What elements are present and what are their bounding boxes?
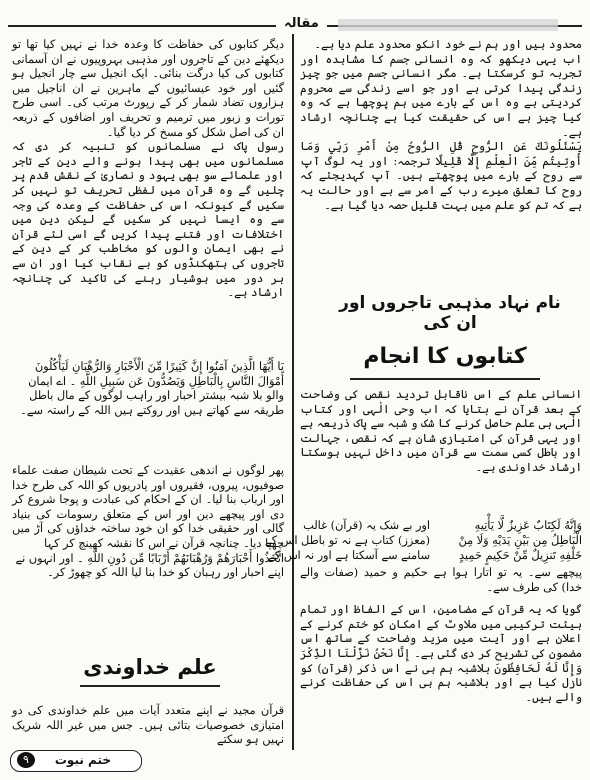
- left-column-top: [12, 38, 284, 356]
- verse-urdu: [264, 518, 430, 563]
- left-verse-2: اتَّخَذُوا أَحْبَارَهُمْ وَرُهْبَانَهُمْ أَرْبَابًا مِّن دُونِ اللَّهِ ۔ اور انہوں نے اپنے احبار اور رہبان کو خدا بنا لیا اللہ کو چھوڑ کر۔: [15, 551, 284, 580]
- verse-urdu-line: (معزز) کتاب ہے نہ تو باطل اس کے: [264, 534, 430, 547]
- right-intro-block: [300, 388, 582, 514]
- magazine-name: ختم نبوت: [54, 753, 111, 767]
- right-paragraph-1: محدود ہیں اور ہم نے خود انکو محدود علم دیا ہے۔: [314, 38, 582, 51]
- footer-badge: [10, 750, 142, 772]
- verse-arabic-line: خَلْفِهِ تَنزِيلٌ مِّنْ حَكِيمٍ حَمِيدٍ: [459, 549, 582, 562]
- verse-arabic-line: الْبَاطِلُ مِن بَيْنِ يَدَيْهِ وَلَا مِنْ: [458, 534, 582, 547]
- left-verse-block: [12, 360, 284, 460]
- verse-urdu-line: سامنے سے آسکتا ہے اور نہ اس کے: [268, 549, 430, 562]
- left-after-verse: پھر لوگوں نے اندھی عقیدت کے تحت شیطان صفت علماء صوفیوں، پیروں، فقیروں اور پادریوں کو اللہ کی طرح خدا اور ارباب بنا لیا۔ ان کے احکام کی عبادت و پوجا شروع کر دی اور پیچھے دین اور اس کے متعلق رسومات کی بنیاد گالی اور حقیقی خدا کو ان خود ساختہ خداؤں کی آڑ میں چھپا دیا۔ چنانچہ قرآن نے اس کا نقشہ کھینچ کر کہا: [12, 464, 284, 550]
- verse-urdu-line: اور بے شک یہ (قرآن) غالب: [303, 519, 430, 532]
- article-heading-subtitle: نام نہاد مذہبی تاجروں اور ان کی: [339, 293, 561, 333]
- section-title: مقالہ: [276, 16, 327, 31]
- left-column-middle: [12, 464, 284, 648]
- column-divider: [292, 34, 294, 750]
- verse-tail: پیچھے سے۔ یہ تو اتارا ہوا ہے حکیم و حمید (صفات والے خدا) کی طرف سے۔: [300, 566, 582, 594]
- right-intro: انسانی علم کے اس ناقابل تردید نقص کی وضاحت کے بعد قرآن نے بتایا کہ اب وحی الٰہی اور کتاب الٰہی ہی علم حاصل کرنے کا شک و شبہ سے پاک ذریعہ ہے اور یہی قرآن کی امتیازی شان ہے کہ نقص، جہالت اور باطل کسی سمت سے قرآن میں داخل نہیں ہوسکتا ارشاد خداوندی ہے۔: [300, 388, 582, 474]
- left-column-bottom: [12, 704, 284, 748]
- page-number: ۹: [17, 752, 35, 768]
- left-closing: قرآن مجید نے اپنے متعدد آیات میں علم خداوندی کی دو امتیازی خصوصیات بتائی ہیں۔ جس میں غیر اللہ شریک نہیں ہو سکتے: [12, 704, 284, 747]
- page-footer: [10, 750, 150, 772]
- left-paragraph-2: رسول پاک نے مسلمانوں کو تنبیہ کر دی کہ مسلمانوں میں بھی پیدا ہونے والے دین کے تاجر اور علمائے سو بھی یہود و نصاریٰ کے نقش قدم پر چلیں گے وہ قرآن میں لفظی تحریف تو نہیں کر سکیں گے کیونکہ اس کی حفاظت کے وعدہ کی وجہ سے وہ ایسا نہیں کر سکیں گے لیکن دین میں اختلافات اور فتنے پیدا کریں گے اسی لئے قرآن نے بھی ایمان والوں کو مخاطب کر کے دین کے تاجروں کی ہتھکنڈوں کو بے نقاب کیا اور ان سے ہر دور میں ہوشیار رہنے کی تاکید کی چنانچہ ارشاد ہے۔: [12, 140, 284, 300]
- page-header: [8, 16, 582, 34]
- right-column-bottom: [300, 566, 582, 750]
- section-heading-ilm: علم خداوندی: [80, 655, 220, 687]
- right-closing: گویا کہ یہ قرآن کے مضامین، اس کے الفاظ اور تمام ہیئت ترکیبی میں ملاوٹ کے امکان کو ختم کرنے کے اعلان ہے اور آیت میں مزید وضاحت کے ساتھ اس مضمون کی تشریح کر دی گئی ہے۔ إِنَّا نَحْنُ نَزَّلْنَا الذِّكْرَ وَإِنَّا لَهُ لَحَافِظُونَ بلاشبہ ہم ہی نے اس ذکر (قرآن) کو نازل کیا ہے اور بلاشبہ ہم ہی اس کی حفاظت کرنے والے ہیں۔: [300, 603, 582, 704]
- left-paragraph-1: دیگر کتابوں کی حفاظت کا وعدہ خدا نے نہیں کیا تھا تو دیکھئے دین کے تاجروں اور مذہبی بہروپیوں نے ان آسمانی کتابوں کی کیا درگت بنائی۔ ایک انجیل سے چار انجیل ہو گئیں اور خود عیسائیوں کے ماہرین نے ان اناجیل میں ہزاروں تضاد شمار کر کے رپورٹ مرتب کی۔ اسی طرح تورات و زبور میں ترمیم و تحریف اور اضافوں کے ذریعہ ان کی اصل شکل کو مسخ کر دیا گیا۔: [12, 38, 284, 139]
- right-column-top: [300, 38, 582, 288]
- header-band: [338, 19, 558, 31]
- article-heading-main: کتابوں کا انجام: [350, 344, 540, 380]
- right-paragraph-2: اب یہی دیکھو کہ وہ انسانی جسم کا مشاہدہ اور تجربہ تو کرسکتا ہے۔ مگر انسانی جسم میں جو چیز زندگی پیدا کرتی ہے اور جو اسے زندگی سے محروم کردیتی ہے وہ اس کے بارے میں ہم پوچھا ہے کہ وہ کیا چیز ہے اس کی حقیقت کیا ہے چنانچہ ارشاد ہے۔: [300, 52, 582, 139]
- verse-arabic-line: وَإِنَّهُ لَكِتَابٌ عَزِيزٌ لَّا يَأْتِيهِ: [474, 519, 582, 532]
- left-verse: يَا أَيُّهَا الَّذِينَ آمَنُوا إِنَّ كَثِيرًا مِّنَ الْأَحْبَارِ وَالرُّهْبَانِ لَيَأْكُلُونَ أَمْوَالَ النَّاسِ بِالْبَاطِلِ وَيَصُدُّونَ عَن سَبِيلِ اللَّهِ ۔ اے ایمان والو بلا شبہ بیشتر احبار اور راہب لوگوں کے مال باطل طریقہ سے کھاتے ہیں اور روکتے ہیں اللہ کے راستہ سے۔: [20, 360, 284, 417]
- verse-arabic: [432, 518, 582, 563]
- right-paragraph-3: يَسْئَلُونَكَ عَنِ الرُّوحِ قُلِ الرُّوحُ مِنْ أَمْرِ رَبِّي وَمَا أُوتِيتُم مِّنَ الْعِلْمِ إِلَّا قَلِيلًا ترجمہ: اور یہ لوگ آپ سے روح کے بارے میں پوچھتے ہیں۔ آپ کہدیجئے کہ روح کا تعلق میرے رب کے امر سے ہے اور حالت یہ ہے کہ تم کو علم میں بہت قلیل حصہ دیا گیا ہے۔: [300, 140, 582, 212]
